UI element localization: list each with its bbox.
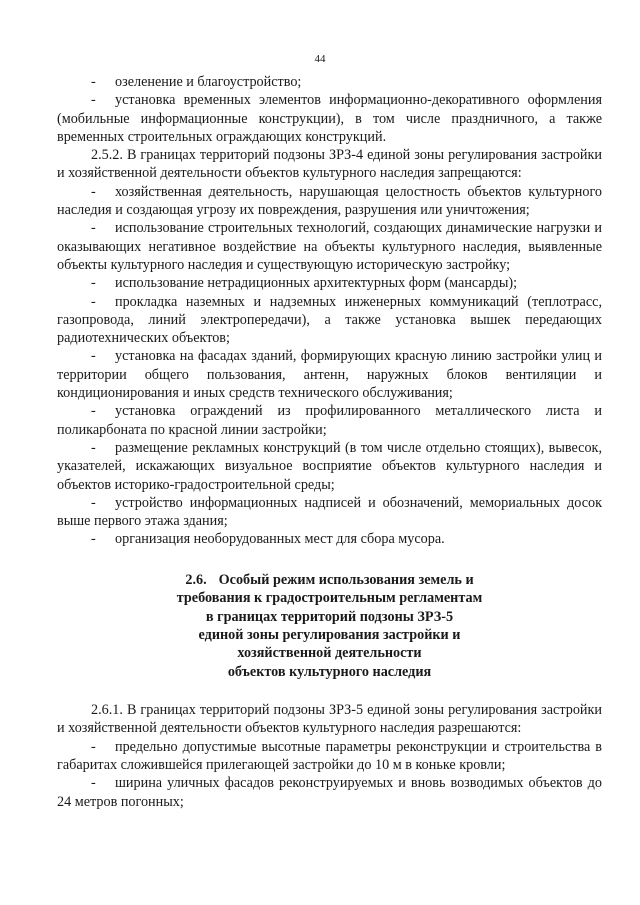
list-item — [57, 274, 602, 292]
heading-line: Особый режим использования земель и — [218, 571, 474, 588]
list-item — [57, 73, 602, 91]
bullet-marker: - — [91, 775, 96, 792]
list-item-text: размещение рекламных конструкций (в том числе отдельно стоящих), вывесок, указателей, искажающих визуальное восприятие объектов культурного наследия и объектов историко-градостроительной среды; — [57, 439, 602, 493]
list-item — [57, 402, 602, 439]
list-item-text: использование нетрадиционных архитектурных форм (мансарды); — [115, 275, 518, 292]
list-item-text: установка ограждений из профилированного металлического листа и поликарбоната по красной линии застройки; — [57, 403, 602, 438]
list-item — [57, 219, 602, 274]
bullet-marker: - — [91, 403, 96, 420]
list-item-text: установка на фасадах зданий, формирующих красную линию застройки улиц и территории общего пользования, антенн, наружных блоков вентиляции и кондиционирования и иных средств технического обслуживания; — [57, 348, 602, 402]
list-item-text: устройство информационных надписей и обозначений, мемориальных досок выше первого этажа здания; — [57, 494, 602, 530]
bullet-marker: - — [91, 531, 96, 548]
bullet-marker: - — [91, 348, 96, 365]
list-item — [57, 293, 602, 348]
heading-line: единой зоны регулирования застройки и — [198, 626, 461, 643]
bullet-marker: - — [91, 220, 96, 237]
list-item — [57, 774, 602, 811]
list-item — [57, 530, 602, 548]
page-number: 44 — [314, 53, 326, 65]
list-item-text: использование строительных технологий, создающих динамические нагрузки и оказывающих негативное воздействие на объекты культурного наследия, выявленные объекты культурного наследия и существующую историческую застройку; — [57, 220, 602, 273]
list-item-text: озеленение и благоустройство; — [115, 74, 302, 90]
list-item-text: установка временных элементов информационно-декоративного оформления (мобильные информационные конструкции), в том числе праздничного, а также временных строительных ограждающих конструкций. — [57, 92, 602, 145]
document-body — [57, 73, 602, 811]
section-heading-2-6 — [57, 571, 602, 681]
list-item-text: организация необорудованных мест для сбора мусора. — [115, 531, 445, 548]
list-item — [57, 183, 602, 220]
bullet-marker: - — [91, 738, 96, 755]
list-item-text: прокладка наземных и надземных инженерных коммуникаций (теплотрасс, газопровода, линий электропередачи), а также установка вышек передающих радиотехнических объектов; — [57, 293, 602, 347]
list-item-text: предельно допустимые высотные параметры реконструкции и строительства в габаритах сложившейся прилегающей застройки до 10 м в коньке кровли; — [57, 738, 602, 774]
list-item-text: ширина уличных фасадов реконструируемых и вновь возводимых объектов до 24 метров погонных; — [57, 775, 602, 810]
heading-line: в границах территорий подзоны ЗРЗ-5 — [205, 608, 454, 625]
bullet-marker: - — [91, 494, 96, 511]
section-2-6-1-intro: 2.6.1. В границах территорий подзоны ЗРЗ-5 единой зоны регулирования застройки и хозяйственной деятельности объектов культурного наследия разрешаются: — [57, 702, 602, 737]
heading-line: хозяйственной деятельности — [237, 645, 422, 662]
heading-line: объектов культурного наследия — [227, 663, 432, 680]
section-number: 2.6. — [185, 571, 207, 588]
list-item-text: хозяйственная деятельность, нарушающая целостность объектов культурного наследия и создающая угрозу их повреждения, разрушения или уничтожения; — [57, 183, 602, 219]
bullet-marker: - — [91, 183, 96, 200]
list-item — [57, 494, 602, 531]
section-2-5-2-intro: 2.5.2. В границах территорий подзоны ЗРЗ-4 единой зоны регулирования застройки и хозяйственной деятельности объектов культурного наследия запрещаются: — [57, 147, 602, 182]
bullet-marker: - — [91, 92, 96, 109]
list-item — [57, 439, 602, 494]
list-item — [57, 738, 602, 775]
heading-line: требования к градостроительным регламентам — [176, 590, 483, 607]
bullet-marker: - — [91, 74, 96, 90]
bullet-marker: - — [91, 439, 96, 456]
list-item — [57, 347, 602, 402]
bullet-marker: - — [91, 293, 96, 310]
bullet-marker: - — [91, 275, 96, 292]
list-item — [57, 91, 602, 146]
